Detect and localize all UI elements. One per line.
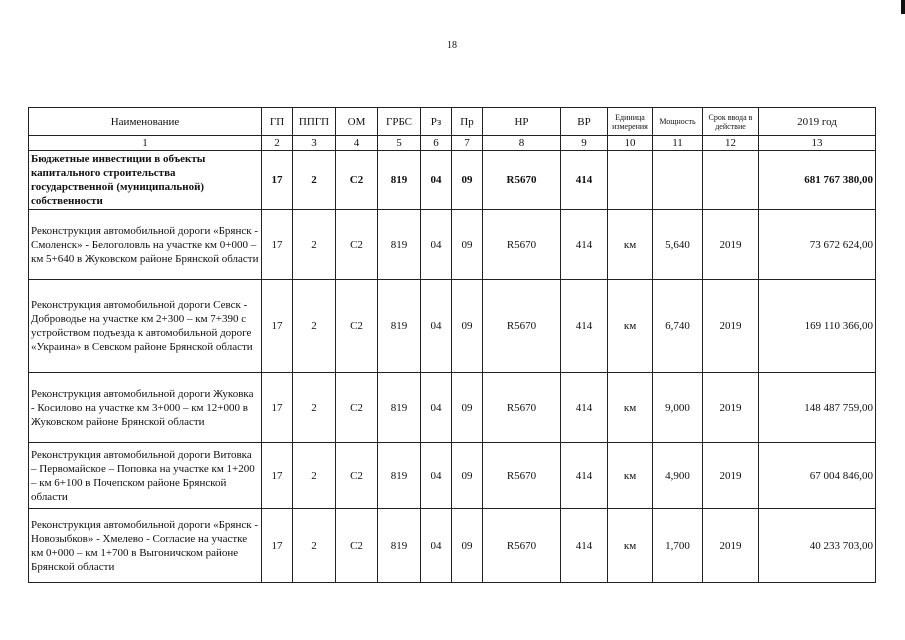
cell-unit bbox=[608, 151, 653, 210]
cell-nr: R5670 bbox=[483, 280, 561, 373]
col-header-name: Наименование bbox=[29, 108, 262, 136]
cell-pr: 09 bbox=[452, 210, 483, 280]
cell-capacity: 9,000 bbox=[653, 373, 703, 443]
cell-pr: 09 bbox=[452, 509, 483, 583]
cell-om: С2 bbox=[336, 509, 378, 583]
col-number: 4 bbox=[336, 136, 378, 151]
col-number: 11 bbox=[653, 136, 703, 151]
cell-pr: 09 bbox=[452, 151, 483, 210]
header-row bbox=[29, 108, 876, 136]
cell-capacity bbox=[653, 151, 703, 210]
edge-mark bbox=[901, 0, 905, 14]
col-header-unit: Единица измерения bbox=[608, 108, 653, 136]
cell-rz: 04 bbox=[421, 210, 452, 280]
column-number-row bbox=[29, 136, 876, 151]
cell-gp: 17 bbox=[262, 280, 293, 373]
cell-unit: км bbox=[608, 280, 653, 373]
cell-unit: км bbox=[608, 443, 653, 509]
row-name: Реконструкция автомобильной дороги Жуковка - Косилово на участке км 3+000 – км 12+000 в Жуковском районе Брянской области bbox=[29, 373, 262, 443]
col-number: 2 bbox=[262, 136, 293, 151]
cell-nr: R5670 bbox=[483, 373, 561, 443]
cell-capacity: 4,900 bbox=[653, 443, 703, 509]
cell-grbs: 819 bbox=[378, 280, 421, 373]
cell-om: С2 bbox=[336, 443, 378, 509]
cell-amount-2019: 73 672 624,00 bbox=[759, 210, 876, 280]
cell-commission-year: 2019 bbox=[703, 373, 759, 443]
cell-gp: 17 bbox=[262, 151, 293, 210]
col-number: 13 bbox=[759, 136, 876, 151]
cell-vr: 414 bbox=[561, 151, 608, 210]
col-header-vr: ВР bbox=[561, 108, 608, 136]
page-number: 18 bbox=[447, 40, 457, 51]
cell-grbs: 819 bbox=[378, 373, 421, 443]
cell-om: С2 bbox=[336, 151, 378, 210]
cell-capacity: 5,640 bbox=[653, 210, 703, 280]
row-name: Бюджетные инвестиции в объекты капитального строительства государственной (муниципальной) собственности bbox=[29, 151, 262, 210]
col-number: 12 bbox=[703, 136, 759, 151]
cell-ppgp: 2 bbox=[293, 210, 336, 280]
cell-amount-2019: 67 004 846,00 bbox=[759, 443, 876, 509]
cell-grbs: 819 bbox=[378, 443, 421, 509]
cell-gp: 17 bbox=[262, 509, 293, 583]
cell-grbs: 819 bbox=[378, 210, 421, 280]
cell-gp: 17 bbox=[262, 373, 293, 443]
col-number: 6 bbox=[421, 136, 452, 151]
table-row bbox=[29, 509, 876, 583]
cell-pr: 09 bbox=[452, 443, 483, 509]
cell-rz: 04 bbox=[421, 280, 452, 373]
cell-nr: R5670 bbox=[483, 443, 561, 509]
table-row bbox=[29, 443, 876, 509]
cell-unit: км bbox=[608, 373, 653, 443]
cell-rz: 04 bbox=[421, 443, 452, 509]
cell-amount-2019: 148 487 759,00 bbox=[759, 373, 876, 443]
cell-commission-year bbox=[703, 151, 759, 210]
col-header-year-2019: 2019 год bbox=[759, 108, 876, 136]
col-header-grbs: ГРБС bbox=[378, 108, 421, 136]
cell-amount-2019: 40 233 703,00 bbox=[759, 509, 876, 583]
table-row bbox=[29, 280, 876, 373]
cell-vr: 414 bbox=[561, 509, 608, 583]
cell-vr: 414 bbox=[561, 373, 608, 443]
cell-vr: 414 bbox=[561, 443, 608, 509]
cell-ppgp: 2 bbox=[293, 151, 336, 210]
cell-om: С2 bbox=[336, 373, 378, 443]
cell-amount-2019: 681 767 380,00 bbox=[759, 151, 876, 210]
table-row bbox=[29, 210, 876, 280]
table-row bbox=[29, 373, 876, 443]
cell-ppgp: 2 bbox=[293, 280, 336, 373]
col-header-om: ОМ bbox=[336, 108, 378, 136]
row-name: Реконструкция автомобильной дороги Витовка – Первомайское – Поповка на участке км 1+200 – км 6+100 в Почепском районе Брянской области bbox=[29, 443, 262, 509]
cell-pr: 09 bbox=[452, 280, 483, 373]
table-body bbox=[29, 151, 876, 583]
cell-rz: 04 bbox=[421, 509, 452, 583]
cell-nr: R5670 bbox=[483, 509, 561, 583]
col-header-capacity: Мощность bbox=[653, 108, 703, 136]
cell-gp: 17 bbox=[262, 443, 293, 509]
col-number: 8 bbox=[483, 136, 561, 151]
col-number: 9 bbox=[561, 136, 608, 151]
cell-pr: 09 bbox=[452, 373, 483, 443]
col-number: 7 bbox=[452, 136, 483, 151]
col-header-ppgp: ППГП bbox=[293, 108, 336, 136]
col-number: 5 bbox=[378, 136, 421, 151]
cell-ppgp: 2 bbox=[293, 373, 336, 443]
cell-ppgp: 2 bbox=[293, 509, 336, 583]
cell-commission-year: 2019 bbox=[703, 509, 759, 583]
col-header-commission-date: Срок ввода в действие bbox=[703, 108, 759, 136]
cell-amount-2019: 169 110 366,00 bbox=[759, 280, 876, 373]
cell-rz: 04 bbox=[421, 373, 452, 443]
summary-row bbox=[29, 151, 876, 210]
cell-capacity: 1,700 bbox=[653, 509, 703, 583]
cell-commission-year: 2019 bbox=[703, 210, 759, 280]
cell-grbs: 819 bbox=[378, 509, 421, 583]
cell-unit: км bbox=[608, 210, 653, 280]
cell-rz: 04 bbox=[421, 151, 452, 210]
cell-ppgp: 2 bbox=[293, 443, 336, 509]
cell-commission-year: 2019 bbox=[703, 443, 759, 509]
budget-table bbox=[28, 107, 876, 583]
cell-nr: R5670 bbox=[483, 151, 561, 210]
cell-grbs: 819 bbox=[378, 151, 421, 210]
col-header-rz: Рз bbox=[421, 108, 452, 136]
cell-om: С2 bbox=[336, 210, 378, 280]
col-number: 10 bbox=[608, 136, 653, 151]
col-number: 1 bbox=[29, 136, 262, 151]
cell-om: С2 bbox=[336, 280, 378, 373]
cell-capacity: 6,740 bbox=[653, 280, 703, 373]
cell-vr: 414 bbox=[561, 280, 608, 373]
row-name: Реконструкция автомобильной дороги Севск - Доброводье на участке км 2+300 – км 7+390 с устройством подъезда к автомобильной дороге «Украина» в Севском районе Брянской области bbox=[29, 280, 262, 373]
col-header-gp: ГП bbox=[262, 108, 293, 136]
cell-nr: R5670 bbox=[483, 210, 561, 280]
col-header-nr: НР bbox=[483, 108, 561, 136]
row-name: Реконструкция автомобильной дороги «Брянск - Новозыбков» - Хмелево - Согласие на участке км 0+000 – км 1+700 в Выгоничском районе Брянской области bbox=[29, 509, 262, 583]
col-number: 3 bbox=[293, 136, 336, 151]
col-header-pr: Пр bbox=[452, 108, 483, 136]
cell-commission-year: 2019 bbox=[703, 280, 759, 373]
cell-vr: 414 bbox=[561, 210, 608, 280]
cell-unit: км bbox=[608, 509, 653, 583]
cell-gp: 17 bbox=[262, 210, 293, 280]
row-name: Реконструкция автомобильной дороги «Брянск - Смоленск» - Белоголовль на участке км 0+000 – км 5+640 в Жуковском районе Брянской области bbox=[29, 210, 262, 280]
